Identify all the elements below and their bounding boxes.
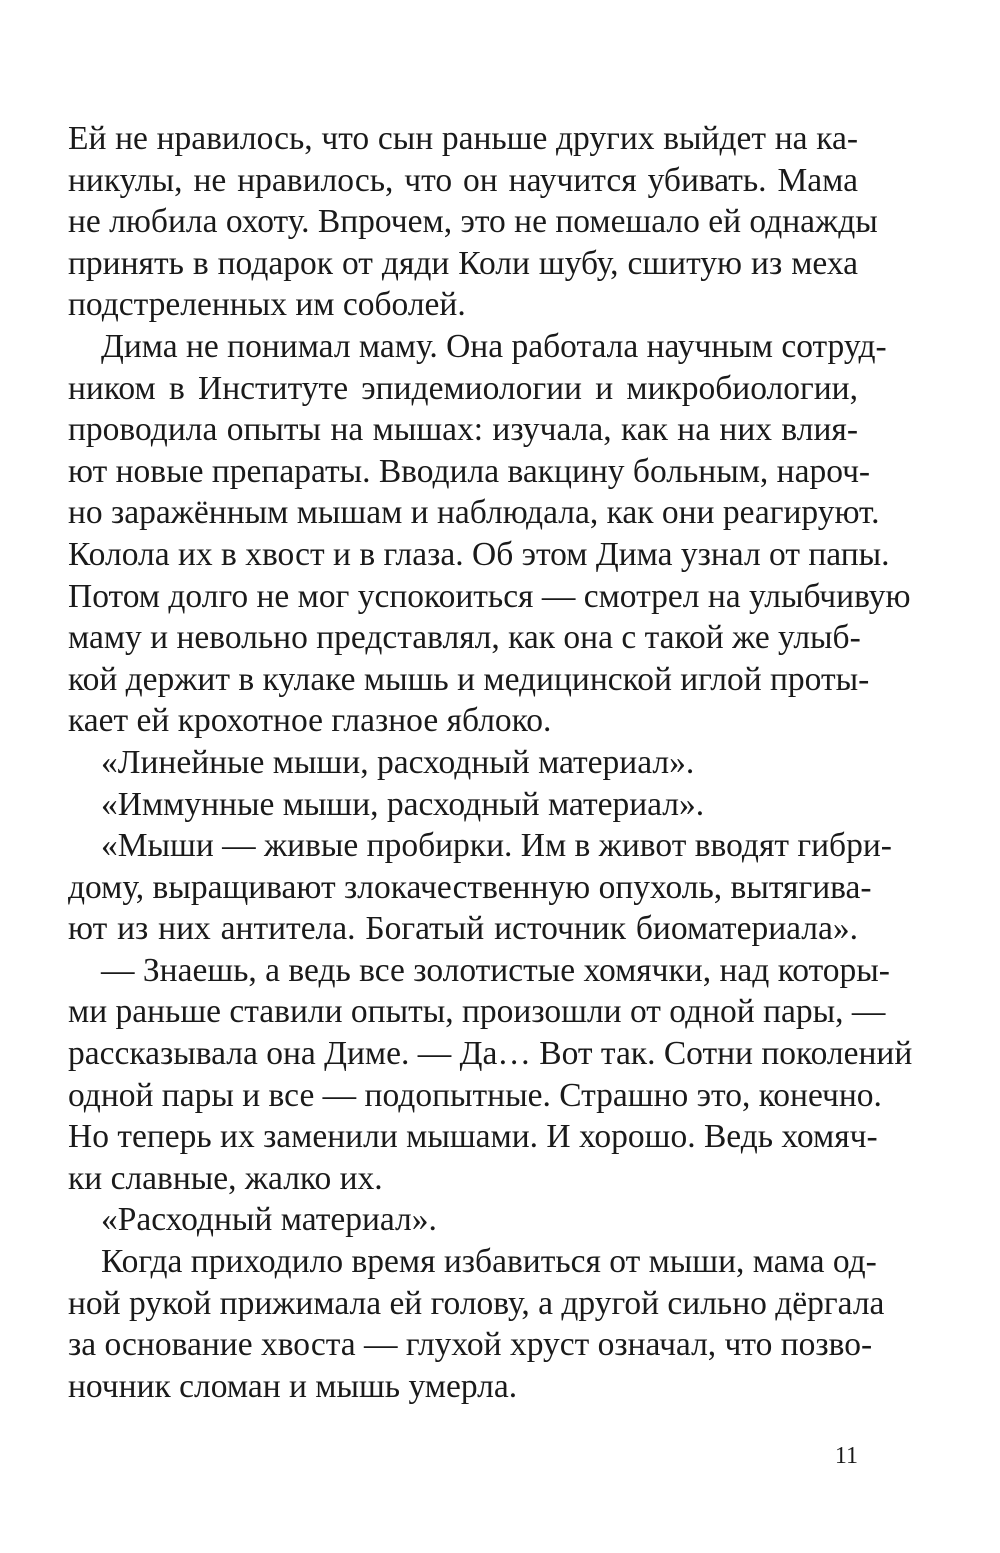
text-line: ником в Институте эпидемиологии и микробиологии, bbox=[68, 369, 858, 407]
text-line: ной рукой прижимала ей голову, а другой сильно дёргала bbox=[68, 1284, 885, 1322]
text-line: за основание хвоста — глухой хруст означал, что позво- bbox=[68, 1326, 873, 1364]
text-line: Когда приходило время избавиться от мыши, мама од- bbox=[101, 1243, 877, 1281]
text-line: «Линейные мыши, расходный материал». bbox=[101, 743, 695, 781]
text-line: ют новые препараты. Вводила вакцину больным, нароч- bbox=[68, 452, 871, 490]
page-number: 11 bbox=[834, 1443, 858, 1469]
text-line: «Иммунные мыши, расходный материал». bbox=[101, 785, 705, 823]
text-line: — Знаешь, а ведь все золотистые хомячки, над которы- bbox=[101, 951, 890, 989]
body-text bbox=[68, 118, 913, 1407]
text-line: одной пары и все — подопытные. Страшно это, конечно. bbox=[68, 1076, 882, 1114]
text-line: маму и невольно представлял, как она с такой же улыб- bbox=[68, 619, 861, 657]
text-line: «Мыши — живые пробирки. Им в живот вводят гибри- bbox=[101, 827, 892, 865]
text-line: Колола их в хвост и в глаза. Об этом Дима узнал от папы. bbox=[68, 535, 890, 573]
text-line: кает ей крохотное глазное яблоко. bbox=[68, 702, 552, 740]
text-line: проводила опыты на мышах: изучала, как на них влия- bbox=[68, 411, 858, 449]
text-line: дому, выращивают злокачественную опухоль, вытягива- bbox=[68, 868, 872, 906]
text-line: «Расходный материал». bbox=[101, 1201, 437, 1239]
text-line: принять в подарок от дяди Коли шубу, сшитую из меха bbox=[68, 244, 858, 282]
text-line: ночник сломан и мышь умерла. bbox=[68, 1367, 518, 1405]
text-line: Ей не нравилось, что сын раньше других выйдет на ка- bbox=[68, 120, 858, 157]
text-line: никулы, не нравилось, что он научится убивать. Мама bbox=[68, 161, 858, 199]
text-line: но заражённым мышам и наблюдала, как они реагируют. bbox=[68, 494, 880, 532]
text-line: подстреленных им соболей. bbox=[68, 286, 466, 324]
text-line: ки славные, жалко их. bbox=[68, 1159, 383, 1197]
text-line: ют из них антитела. Богатый источник биоматериала». bbox=[68, 910, 858, 948]
text-line: Дима не понимал маму. Она работала научным сотруд- bbox=[101, 327, 887, 365]
text-line: рассказывала она Диме. — Да… Вот так. Сотни поколений bbox=[68, 1035, 913, 1073]
text-line: не любила охоту. Впрочем, это не помешало ей однажды bbox=[68, 203, 878, 241]
text-line: Потом долго не мог успокоиться — смотрел на улыбчивую bbox=[68, 577, 911, 615]
text-line: Но теперь их заменили мышами. И хорошо. Ведь хомяч- bbox=[68, 1118, 878, 1156]
text-line: ми раньше ставили опыты, произошли от одной пары, — bbox=[68, 993, 886, 1031]
text-line: кой держит в кулаке мышь и медицинской иглой проты- bbox=[68, 660, 870, 698]
